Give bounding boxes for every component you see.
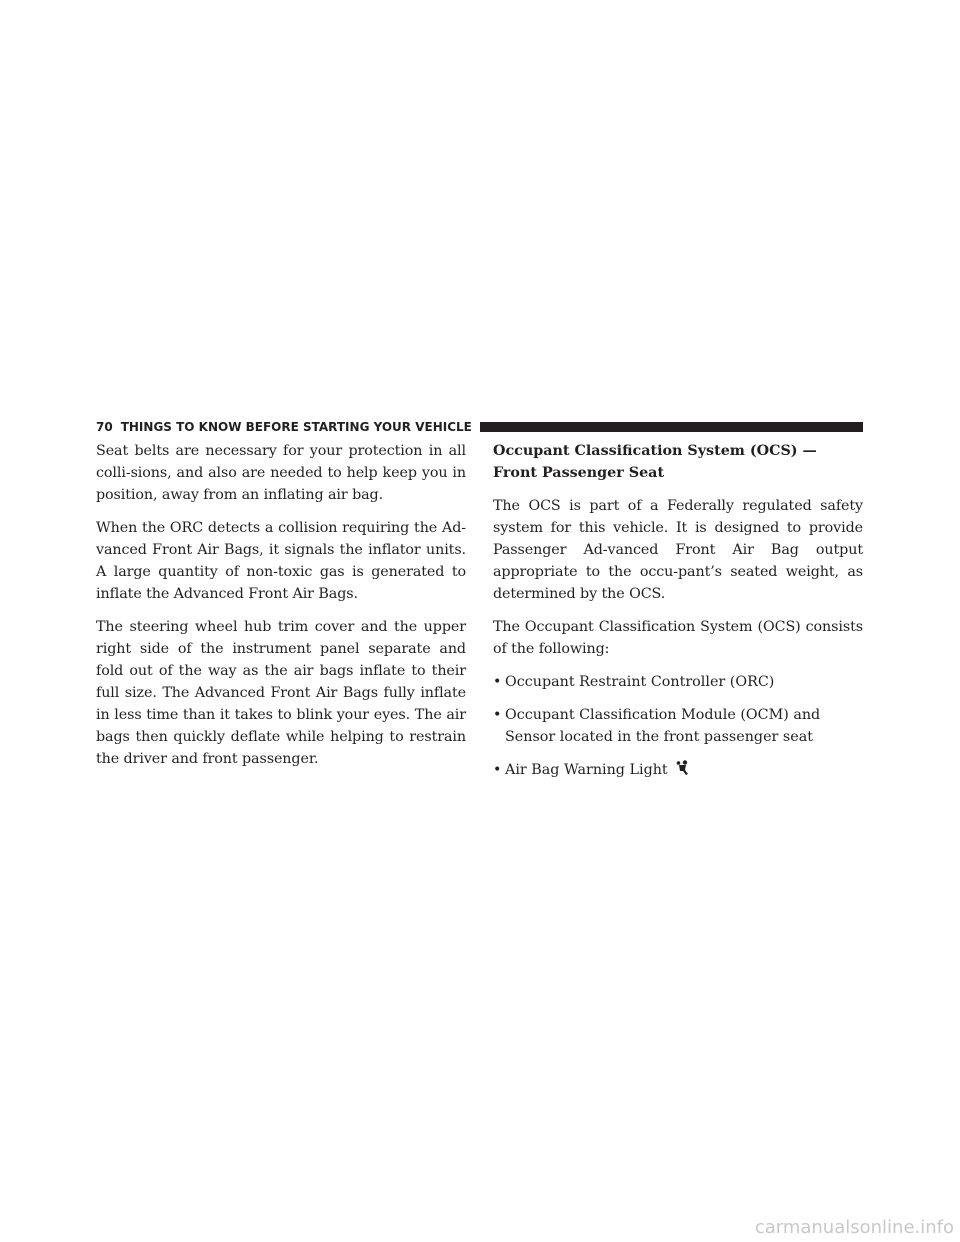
- page-number: 70: [96, 420, 113, 434]
- right-column: [493, 440, 863, 794]
- list-item-text: Occupant Classification Module (OCM) and Sensor located in the front passenger seat: [505, 707, 821, 745]
- bullet-symbol: •: [493, 762, 502, 778]
- airbag-warning-icon: [676, 760, 690, 783]
- bullet-symbol: •: [493, 674, 502, 690]
- paragraph: The OCS is part of a Federally regulated safety system for this vehicle. It is designed to provide Passenger Ad-vanced Front Air Bag output appropriate to the occu-pant’s seated weight, as determined by the OCS.: [493, 498, 863, 602]
- list-item-text: [505, 759, 863, 783]
- section-title: THINGS TO KNOW BEFORE STARTING YOUR VEHICLE: [120, 420, 472, 434]
- paragraph: Seat belts are necessary for your protection in all colli-sions, and also are needed to help keep you in position, away from an inflating air bag.: [96, 443, 466, 503]
- left-column: [96, 440, 466, 781]
- list-item: [493, 704, 863, 748]
- watermark: carmanualsonline.info: [754, 1217, 954, 1238]
- list-item-text: Occupant Restraint Controller (ORC): [505, 674, 775, 690]
- page-header: [96, 416, 863, 438]
- list-item-label: Air Bag Warning Light: [505, 762, 668, 778]
- paragraph: The Occupant Classification System (OCS) consists of the following:: [493, 619, 863, 657]
- section-heading: Occupant Classification System (OCS) — Front Passenger Seat: [493, 443, 817, 481]
- bullet-symbol: •: [493, 707, 502, 723]
- header-rule: [480, 422, 863, 432]
- paragraph: When the ORC detects a collision requiring the Ad-vanced Front Air Bags, it signals the inflator units. A large quantity of non-toxic gas is generated to inflate the Advanced Front Air Bags.: [96, 520, 466, 602]
- list-item: [493, 759, 863, 783]
- list-item: [493, 671, 863, 693]
- paragraph: The steering wheel hub trim cover and the upper right side of the instrument panel separate and fold out of the way as the air bags inflate to their full size. The Advanced Front Air Bags fully inflate in less time than it takes to blink your eyes. The air bags then quickly deflate while helping to restrain the driver and front passenger.: [96, 619, 466, 767]
